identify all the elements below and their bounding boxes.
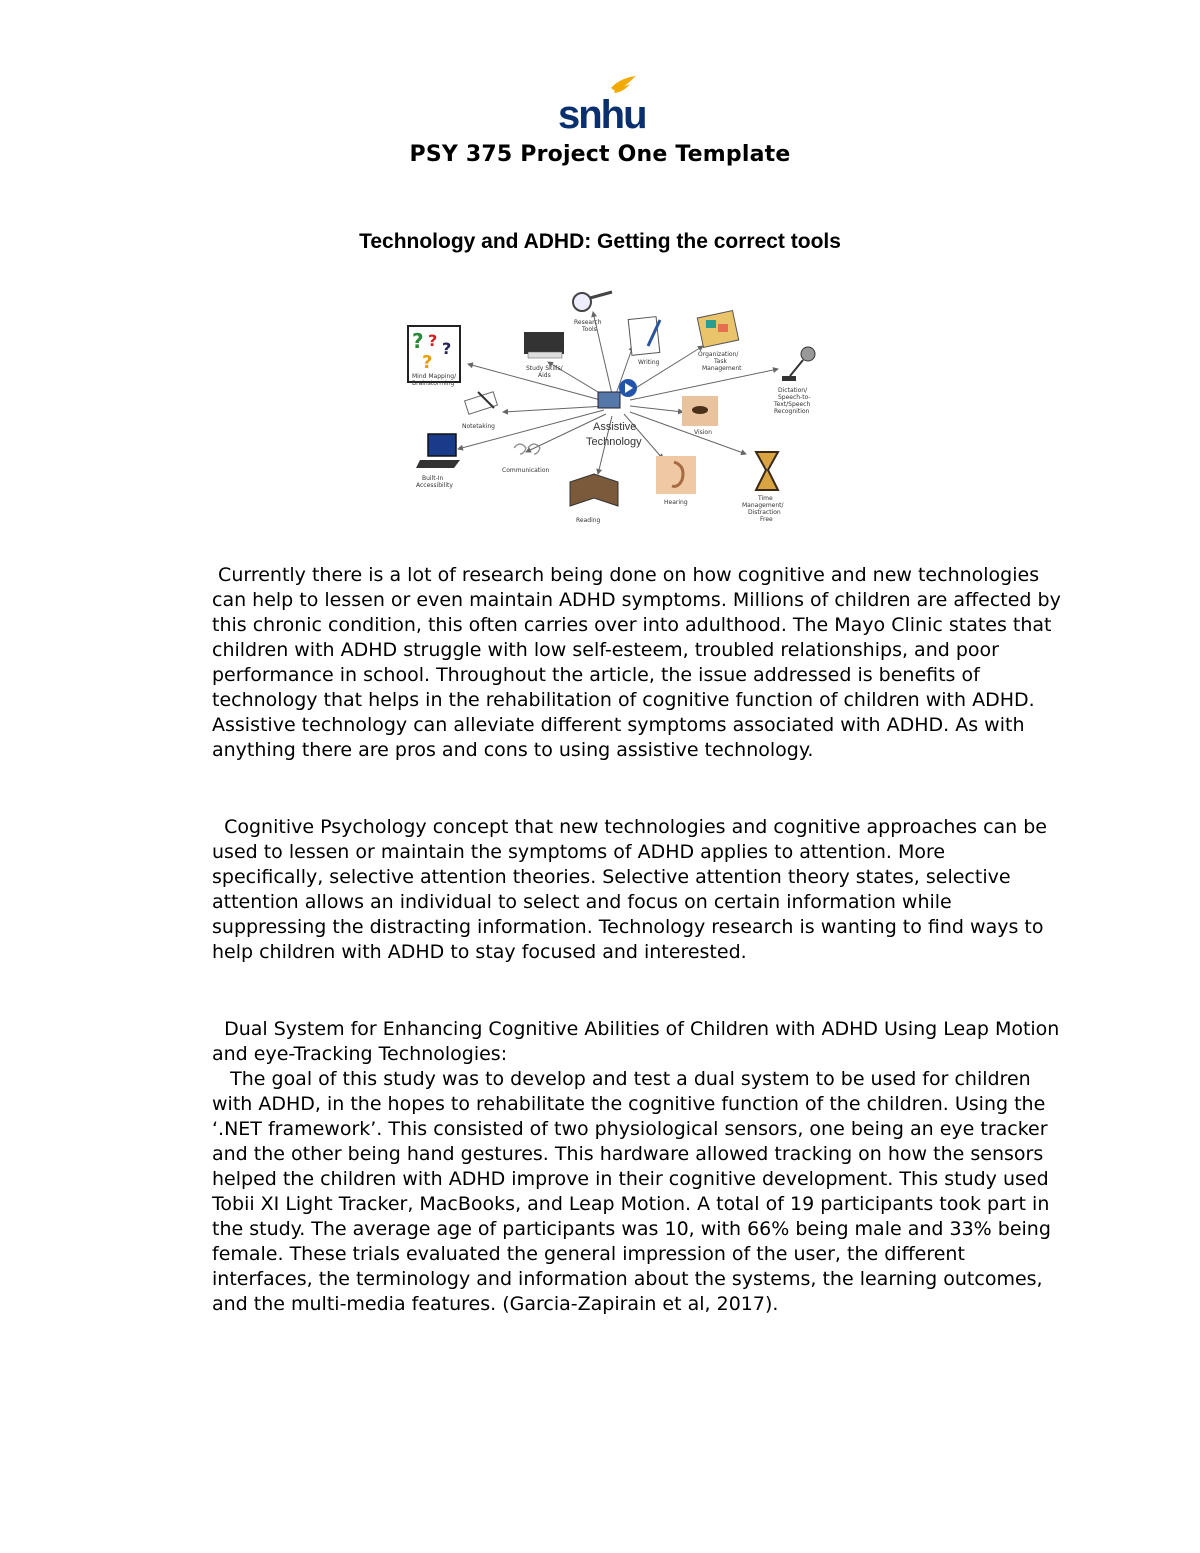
paragraph-1-text: Currently there is a lot of research being done on how cognitive and new technologies can help to lessen or even maintain ADHD symptoms. Millions of children are affected by this chronic condition, this often carries over into adulthood. The Mayo Clinic states that children with ADHD struggle with low self-esteem, troubled relationships, and poor performance in school. Throughout the article, the issue addressed is benefits of technology that helps in the rehabilitation of cognitive function of children with ADHD. Assistive technology can alleviate different symptoms associated with ADHD. As with anything there are pros and cons to using assistive technology.	[212, 564, 1067, 761]
hourglass-icon	[756, 452, 778, 490]
study-skills-label-2: Aids	[538, 372, 551, 379]
reading-book-icon	[570, 474, 618, 506]
dictation-label-4: Recognition	[774, 408, 810, 415]
assistive-technology-diagram	[398, 284, 828, 534]
study-skills-label-1: Study Skills/	[526, 365, 563, 372]
snhu-logo	[556, 74, 646, 134]
paragraph-3-heading: Dual System for Enhancing Cognitive Abilities of Children with ADHD Using Leap Motion and eye-Tracking Technologies:	[212, 1018, 1066, 1065]
vision-label: Vision	[694, 429, 712, 436]
dictation-label-3: Text/Speech	[774, 401, 811, 408]
logo-text: snhu	[558, 93, 646, 134]
time-management-label-2: Management/	[742, 502, 784, 509]
time-management-label-3: Distraction	[748, 509, 781, 516]
magnifier-icon	[573, 293, 591, 311]
dictation-label-2: Speech-to-	[778, 394, 811, 401]
paragraph-3	[212, 1017, 1066, 1317]
notetaking-label: Notetaking	[462, 423, 495, 430]
svg-text:?: ?	[428, 331, 438, 350]
accessibility-laptop-icon	[428, 434, 456, 456]
article-title: Technology and ADHD: Getting the correct tools	[359, 230, 841, 253]
mind-mapping-label-2: Brainstorming	[412, 380, 455, 387]
built-in-label-2: Accessibility	[416, 482, 453, 489]
svg-text:?: ?	[412, 329, 424, 353]
mind-mapping-label-1: Mind Mapping/	[412, 373, 457, 380]
diagram-center-label-1: Assistive	[593, 421, 637, 433]
communication-label: Communication	[502, 467, 550, 474]
svg-text:?: ?	[422, 352, 433, 373]
time-management-label-4: Free	[760, 516, 773, 523]
time-management-label-1: Time	[758, 495, 773, 502]
writing-paper-icon	[628, 317, 660, 356]
hearing-label: Hearing	[664, 499, 688, 506]
communication-icon	[514, 444, 540, 454]
dictation-label-1: Dictation/	[778, 387, 808, 394]
paragraph-1	[212, 563, 1067, 763]
organization-label-3: Management	[702, 365, 742, 372]
organization-label-1: Organization/	[698, 351, 739, 358]
reading-label: Reading	[576, 517, 601, 524]
laptop-icon	[598, 392, 620, 408]
paragraph-2	[212, 815, 1062, 965]
writing-label: Writing	[638, 359, 660, 366]
organization-label-2: Task	[714, 358, 727, 365]
book-icon	[524, 332, 564, 354]
paragraph-3-body: The goal of this study was to develop and test a dual system to be used for children with ADHD, in the hopes to rehabilitate the cognitive function of the children. Using the ‘.NET framework’. This consisted of two physiological sensors, one being an eye tracker and the other being hand gestures. This hardware allowed tracking on how the sensors helped the children with ADHD improve in their cognitive development. This study used Tobii XI Light Tracker, MacBooks, and Leap Motion. A total of 19 participants took part in the study. The average age of participants was 10, with 66% being male and 33% being female. These trials evaluated the general impression of the user, the different interfaces, the terminology and information about the systems, the learning outcomes, and the multi-media features. (Garcia-Zapirain et al, 2017).	[212, 1068, 1057, 1315]
built-in-label-1: Built-In	[422, 475, 444, 482]
svg-text:?: ?	[442, 339, 452, 358]
microphone-icon	[801, 347, 815, 361]
diagram-center-label-2: Technology	[586, 436, 642, 448]
document-title: PSY 375 Project One Template	[409, 142, 791, 167]
paragraph-2-text: Cognitive Psychology concept that new technologies and cognitive approaches can be used to lessen or maintain the symptoms of ADHD applies to attention. More specifically, selective attention theories. Selective attention theory states, selective attention allows an individual to select and focus on certain information while suppressing the distracting information. Technology research is wanting to find ways to help children with ADHD to stay focused and interested.	[212, 816, 1054, 963]
research-tools-label-1: Research	[574, 319, 602, 326]
research-tools-label-2: Tools	[582, 326, 597, 333]
